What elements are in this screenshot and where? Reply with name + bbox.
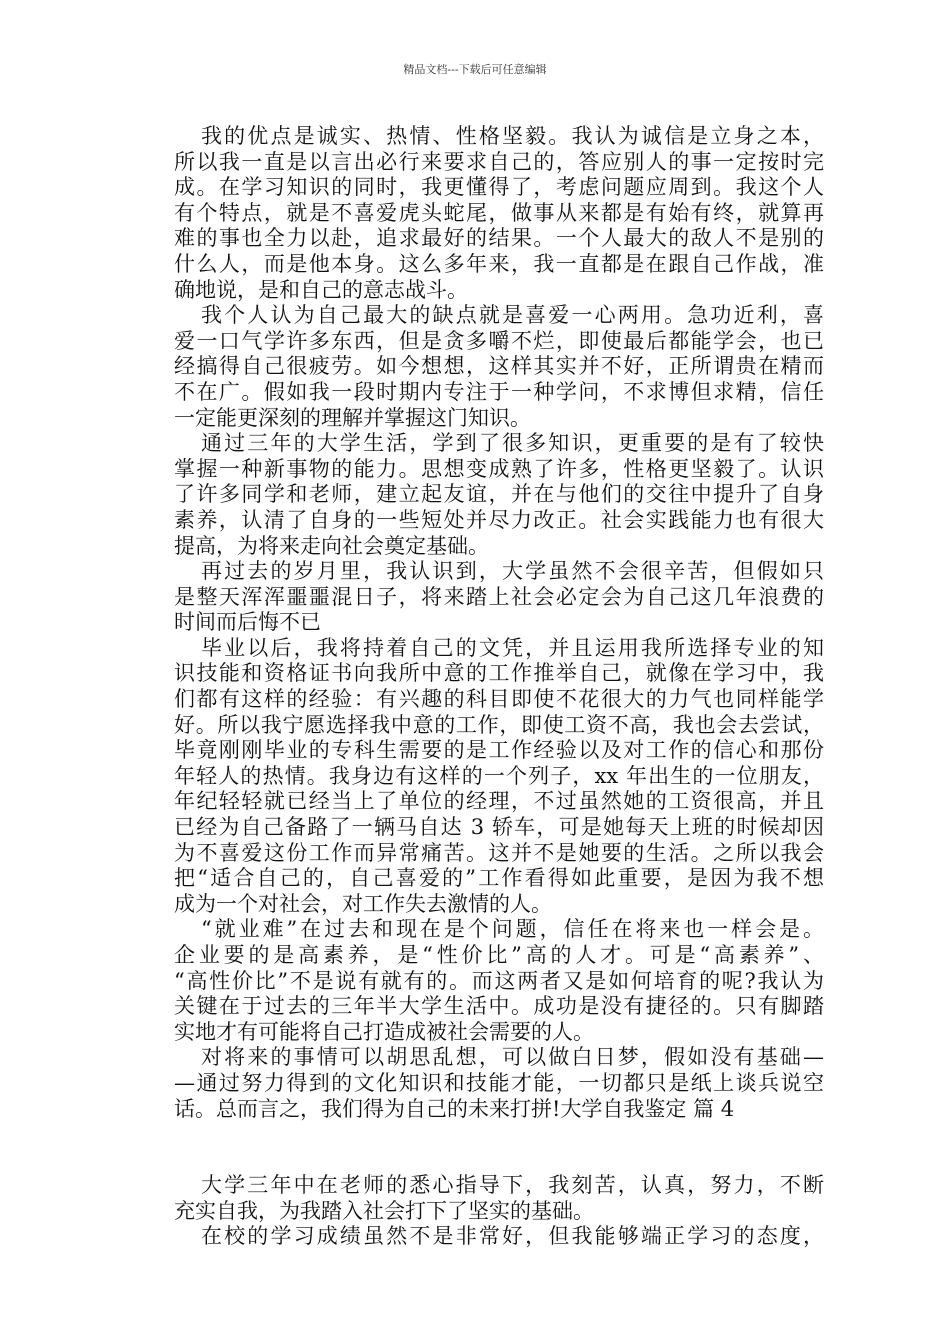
paragraph-line: 年轻人的热情。我身边有这样的一个列子，xx 年出生的一位朋友， xyxy=(174,763,824,788)
paragraph-line: 关键在于过去的三年半大学生活中。成功是没有捷径的。只有脚踏 xyxy=(174,994,824,1019)
paragraph-line: 我的优点是诚实、热情、性格坚毅。我认为诚信是立身之本， xyxy=(201,124,824,148)
paragraph-line: 毕竟刚刚毕业的专科生需要的是工作经验以及对工作的信心和那份 xyxy=(174,738,824,763)
paragraph-line: “就业难”在过去和现在是个问题，信任在将来也一样会是。 xyxy=(201,917,824,942)
paragraph-line: 我个人认为自己最大的缺点就是喜爱一心两用。急功近利，喜 xyxy=(201,303,824,328)
paragraph-strengths xyxy=(174,124,824,303)
paragraph-line: 识技能和资格证书向我所中意的工作推举自己，就像在学习中，我 xyxy=(174,661,824,686)
paragraph-employment xyxy=(174,917,824,1045)
paragraph-line: 对将来的事情可以胡思乱想，可以做白日梦，假如没有基础— xyxy=(201,1045,824,1070)
paragraph-line: 有个特点，就是不喜爱虎头蛇尾，做事从来都是有始有终，就算再 xyxy=(174,200,824,225)
paragraph-line: 年纪轻轻就已经当上了单位的经理，不过虽然她的工资很高，并且 xyxy=(174,789,824,814)
section-spacer xyxy=(174,1122,824,1173)
paragraph-line: 好。所以我宁愿选择我中意的工作，即使工资不高，我也会去尝试， xyxy=(174,712,824,737)
paragraph-reflection xyxy=(174,559,824,636)
paragraph-line: 话。总而言之，我们得为自己的未来打拼!大学自我鉴定 篇 4 xyxy=(174,1096,735,1121)
paragraph-line: 再过去的岁月里，我认识到，大学虽然不会很辛苦，但假如只 xyxy=(201,559,824,584)
paragraph-three-years xyxy=(174,1173,824,1224)
paragraph-future xyxy=(174,1045,824,1122)
paragraph-line: 已经为自己备路了一辆马自达 3 轿车，可是她每天上班的时候却因 xyxy=(174,815,824,840)
paragraph-line: 素养，认清了自身的一些短处并尽力改正。社会实践能力也有很大 xyxy=(174,507,824,532)
paragraph-line: 提高，为将来走向社会奠定基础。 xyxy=(174,533,489,558)
paragraph-line: —通过努力得到的文化知识和技能才能，一切都只是纸上谈兵说空 xyxy=(174,1070,824,1095)
paragraph-line: 掌握一种新事物的能力。思想变成熟了许多，性格更坚毅了。认识 xyxy=(174,456,824,481)
paragraph-line: 难的事也全力以赴，追求最好的结果。一个人最大的敌人不是别的 xyxy=(174,226,824,251)
paragraph-line: 成为一个对社会，对工作失去激情的人。 xyxy=(174,891,552,916)
paragraph-line: 通过三年的大学生活，学到了很多知识，更重要的是有了较快 xyxy=(201,431,824,456)
paragraph-study-results xyxy=(174,1224,824,1250)
paragraph-college-life xyxy=(174,431,824,559)
paragraph-line: 充实自我，为我踏入社会打下了坚实的基础。 xyxy=(174,1198,594,1223)
paragraph-line: 经搞得自己很疲劳。如今想想，这样其实并不好，正所谓贵在精而 xyxy=(174,354,824,379)
paragraph-line: 了许多同学和老师，建立起友谊，并在与他们的交往中提升了自身 xyxy=(174,482,824,507)
paragraph-line: 一定能更深刻的理解并掌握这门知识。 xyxy=(174,405,531,430)
paragraph-line: 什么人，而是他本身。这么多年来，我一直都是在跟自己作战，准 xyxy=(174,251,824,276)
paragraph-line: 毕业以后，我将持着自己的文凭，并且运用我所选择专业的知 xyxy=(201,635,824,660)
paragraph-line: 所以我一直是以言出必行来要求自己的，答应别人的事一定按时完 xyxy=(174,149,824,174)
paragraph-line: 不在广。假如我一段时期内专注于一种学问，不求博但求精，信任 xyxy=(174,379,824,404)
paragraph-line: 为不喜爱这份工作而异常痛苦。这并不是她要的生活。之所以我会 xyxy=(174,840,824,865)
document-body xyxy=(174,124,824,1250)
paragraph-line: 实地才有可能将自己打造成被社会需要的人。 xyxy=(174,1019,594,1044)
paragraph-line: 爱一口气学许多东西，但是贪多嚼不烂，即使最后都能学会，也已 xyxy=(174,328,824,353)
paragraph-line: 成。在学习知识的同时，我更懂得了，考虑问题应周到。我这个人 xyxy=(174,175,824,200)
paragraph-line: 是整天浑浑噩噩混日子，将来踏上社会必定会为自己这几年浪费的 xyxy=(174,584,824,609)
paragraph-line: 大学三年中在老师的悉心指导下，我刻苦，认真，努力，不断 xyxy=(201,1173,824,1198)
paragraph-after-graduation xyxy=(174,636,824,918)
paragraph-line: 把“适合自己的，自己喜爱的”工作看得如此重要，是因为我不想 xyxy=(174,866,824,891)
paragraph-line: 时间而后悔不已 xyxy=(174,610,321,635)
paragraph-line: 企业要的是高素养，是“性价比”高的人才。可是“高素养”、 xyxy=(174,943,824,967)
paragraph-weaknesses xyxy=(174,303,824,431)
paragraph-line: 在校的学习成绩虽然不是非常好，但我能够端正学习的态度， xyxy=(201,1224,824,1249)
paragraph-line: 们都有这样的经验：有兴趣的科目即使不花很大的力气也同样能学 xyxy=(174,687,824,712)
page-header: 精品文档---下载后可任意编辑 xyxy=(403,63,547,76)
paragraph-line: “高性价比”不是说有就有的。而这两者又是如何培育的呢?我认为 xyxy=(174,968,824,993)
paragraph-line: 确地说，是和自己的意志战斗。 xyxy=(174,277,468,302)
